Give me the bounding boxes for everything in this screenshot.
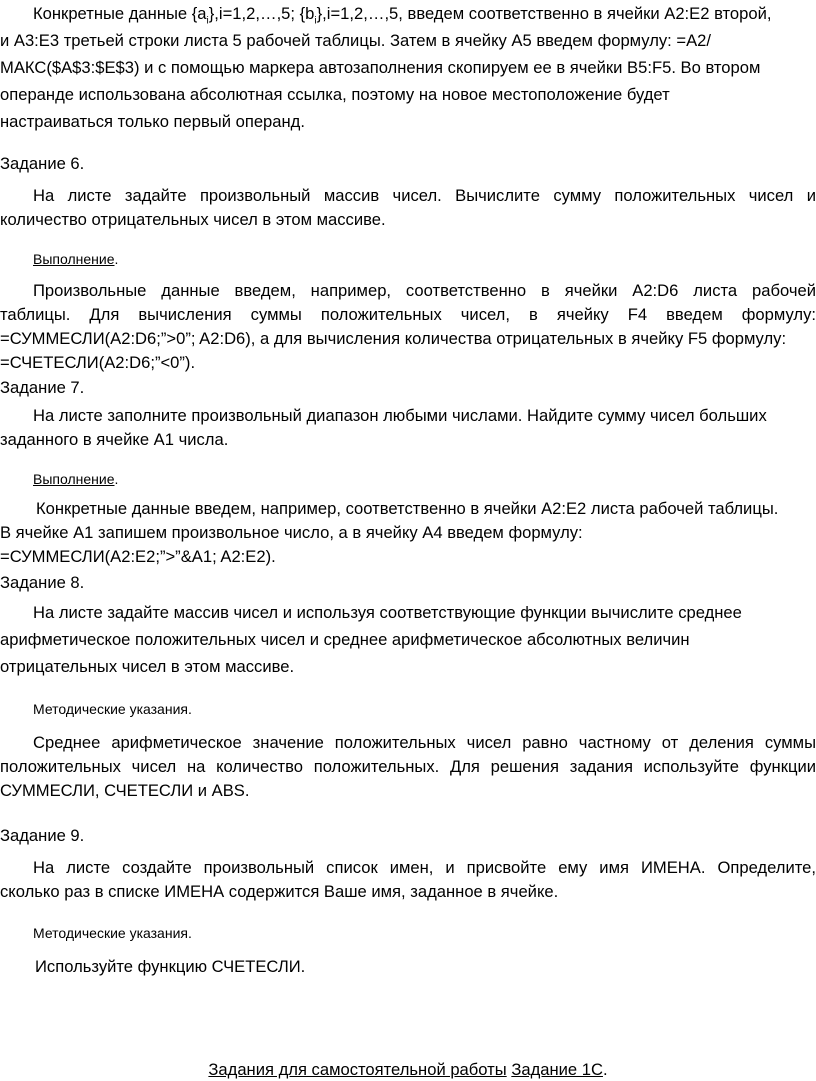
task-7-title: Задание 7. bbox=[0, 378, 85, 397]
task-line: заданного в ячейке A1 числа. bbox=[0, 430, 229, 449]
para-line: Конкретные данные $\{a_i\},i=1,2,\dots,5$; $\{b_i\},i=1,2,\dots,5$, введем соответственно в ячейки A2:E2 второй, bbox=[33, 4, 772, 27]
task-line: отрицательных чисел в этом массиве. bbox=[0, 657, 295, 676]
method-label: Методические указания. bbox=[33, 701, 192, 717]
para-line: и A3:E3 третьей строки листа 5 рабочей таблицы. Затем в ячейку A5 введем формулу: =A2/ bbox=[0, 31, 712, 50]
method-line: Используйте функцию СЧЕТЕСЛИ. bbox=[35, 957, 306, 976]
para-line: операнде использована абсолютная ссылка, поэтому на новое местоположение будет bbox=[0, 85, 670, 104]
task-line: арифметическое положительных чисел и среднее арифметическое абсолютных величин bbox=[0, 630, 690, 649]
task-line: На листе задайте произвольный массив чисел. Вычислите сумму положительных чисел и bbox=[33, 186, 816, 205]
execution-line: =СЧЕТЕСЛИ(A2:D6;”<0”). bbox=[0, 353, 196, 372]
task-line: На листе задайте массив чисел и используя соответствующие функции вычислите среднее bbox=[33, 603, 742, 622]
task-line: На листе создайте произвольный список имен, и присвойте ему имя ИМЕНА. Определите, bbox=[33, 858, 816, 877]
execution-line: Произвольные данные введем, например, соответственно в ячейки A2:D6 листа рабочей bbox=[33, 281, 816, 300]
self-study-link[interactable]: Задания для самостоятельной работы bbox=[208, 1059, 507, 1079]
task-8-title: Задание 8. bbox=[0, 573, 85, 592]
footer-links: Задания для самостоятельной работы Задание 1С. bbox=[208, 1059, 608, 1079]
execution-line: =СУММЕСЛИ(A2:E2;”>”&A1; A2:E2). bbox=[0, 547, 276, 566]
task-line: количество отрицательных чисел в этом массиве. bbox=[0, 210, 386, 229]
task-1c-link[interactable]: Задание 1С bbox=[511, 1059, 603, 1079]
execution-line: =СУММЕСЛИ(A2:D6;”>0”; A2:D6), а для вычисления количества отрицательных в ячейку F5 формулу: bbox=[0, 329, 787, 348]
execution-line: таблицы. Для вычисления суммы положительных чисел, в ячейку F4 введем формулу: bbox=[0, 305, 816, 324]
task-9-title: Задание 9. bbox=[0, 826, 85, 845]
execution-label: Выполнение. bbox=[33, 471, 119, 487]
task-line: сколько раз в списке ИМЕНА содержится Ваше имя, заданное в ячейке. bbox=[0, 882, 559, 901]
task-6-title: Задание 6. bbox=[0, 154, 85, 173]
task-line: На листе заполните произвольный диапазон любыми числами. Найдите сумму чисел больших bbox=[33, 406, 767, 425]
method-line: Среднее арифметическое значение положительных чисел равно частному от деления суммы bbox=[33, 733, 816, 752]
execution-label: Выполнение. bbox=[33, 251, 119, 267]
execution-line: В ячейке A1 запишем произвольное число, а в ячейку A4 введем формулу: bbox=[0, 523, 583, 542]
para-line: МАКС($A$3:$E$3) и с помощью маркера автозаполнения скопируем ее в ячейки B5:F5. Во втором bbox=[0, 58, 761, 77]
method-line: положительных чисел на количество положительных. Для решения задания используйте функции bbox=[0, 757, 816, 776]
method-line: СУММЕСЛИ, СЧЕТЕСЛИ и ABS. bbox=[0, 781, 250, 800]
method-label: Методические указания. bbox=[33, 925, 192, 941]
execution-line: Конкретные данные введем, например, соответственно в ячейки A2:E2 листа рабочей таблицы. bbox=[36, 499, 779, 518]
para-line: настраиваться только первый операнд. bbox=[0, 112, 305, 131]
